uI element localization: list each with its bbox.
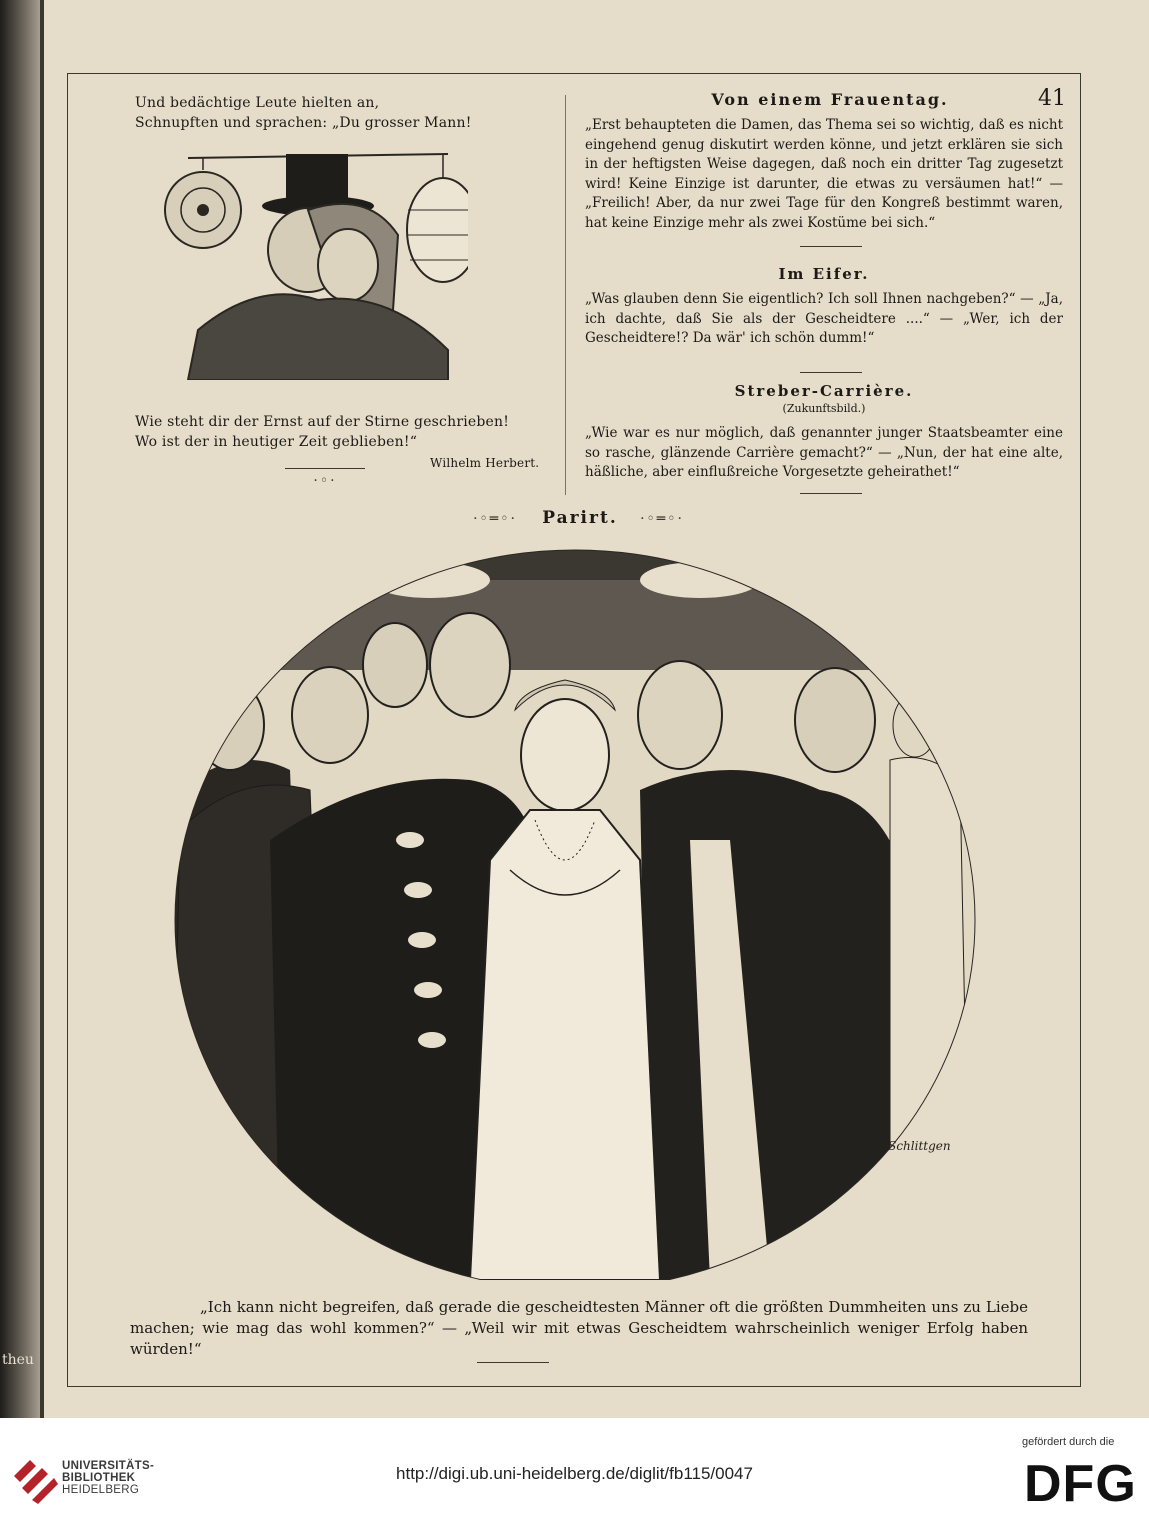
dfg-logo[interactable]: DFG [1024,1455,1137,1513]
poem-end-ornament: ·◦· [313,473,337,489]
streber-title: Streber-Carrière. [734,382,914,400]
section-rule [800,246,862,247]
poem-line: Wie steht dir der Ernst auf der Stirne geschrieben! [135,414,510,430]
section-rule [800,493,862,494]
streber-subtitle: (Zukunftsbild.) [782,402,866,415]
poem-end-rule [285,468,365,469]
parirt-caption: „Ich kann nicht begreifen, daß gerade die gescheidtesten Männer oft die größten Dummheiten uns zu Liebe machen; wie mag das wohl kommen?“ — „Weil wir mit etwas Gescheidtem wahrscheinlich weniger Erfolg haben würden!“ [130,1298,1028,1358]
section-rule [800,372,862,373]
page-number: 41 [1038,86,1066,111]
poem-line: Und bedächtige Leute hielten an, [135,95,380,111]
frauentag-paragraph: „Erst behaupteten die Damen, das Thema sei so wichtig, daß es nicht eingehend genug diskutirt werden könne, und jetzt erklären sie sich in der heftigsten Weise dagegen, daß noch ein dritter Tag zugesetzt wird! Keine Einzige ist darunter, die etwas zu versäumen hat!“ — „Freilich! Aber, da nur zwei Tage für den Kongreß bestimmt waren, hat keine Einzige mehr als zwei Kostüme bei sich.“ [585,117,1063,231]
viewer-footer [0,1418,1149,1528]
paper-lantern [407,154,468,282]
rosette-lantern [165,158,241,248]
parirt-illustration [170,540,980,1280]
ballroom-background [260,540,890,670]
poem-line: Schnupften und sprachen: „Du grosser Mann! [135,115,472,131]
eifer-paragraph: „Was glauben denn Sie eigentlich? Ich soll Ihnen nachgeben?“ — „Ja, ich dachte, daß Sie als der Gescheidtere ....“ — „Wer, ich der Gescheidtere!? Da wär' ich schön dumm!“ [585,291,1063,346]
column-divider [565,95,566,495]
adjacent-page-illustration-strip [0,0,40,1418]
streber-paragraph: „Wie war es nur möglich, daß genannter junger Staatsbeamter eine so rasche, glänzende Carrière gemacht?“ — „Nun, der hat eine alte, häßliche, aber einflußreiche Vorgesetzte geheirathet!“ [585,425,1063,480]
parirt-title: Parirt. [542,508,618,528]
caption-end-rule [477,1362,549,1363]
permalink-url[interactable]: http://digi.ub.uni-heidelberg.de/diglit/fb115/0047 [396,1464,753,1483]
library-name-line: UNIVERSITÄTS- [62,1460,155,1472]
parirt-ornament-right: ·◦═◦· [640,511,684,527]
poem-intro [135,93,555,133]
poem-line: Wo ist der in heutiger Zeit geblieben!“ [135,434,418,450]
parirt-ornament-left: ·◦═◦· [473,511,517,527]
sponsor-note: gefördert durch die [1022,1436,1115,1448]
library-name-line: BIBLIOTHEK [62,1472,136,1484]
artist-signature: H. Schlittgen [870,1139,951,1153]
eifer-title: Im Eifer. [778,265,870,283]
adjacent-page-text-fragment: theu [2,1352,34,1368]
poem-closing [135,412,555,452]
poem-illustration [158,140,468,380]
poem-author: Wilhelm Herbert. [430,456,540,470]
library-name-line: HEIDELBERG [62,1484,140,1496]
page-title: Von einem Frauentag. [711,90,949,109]
